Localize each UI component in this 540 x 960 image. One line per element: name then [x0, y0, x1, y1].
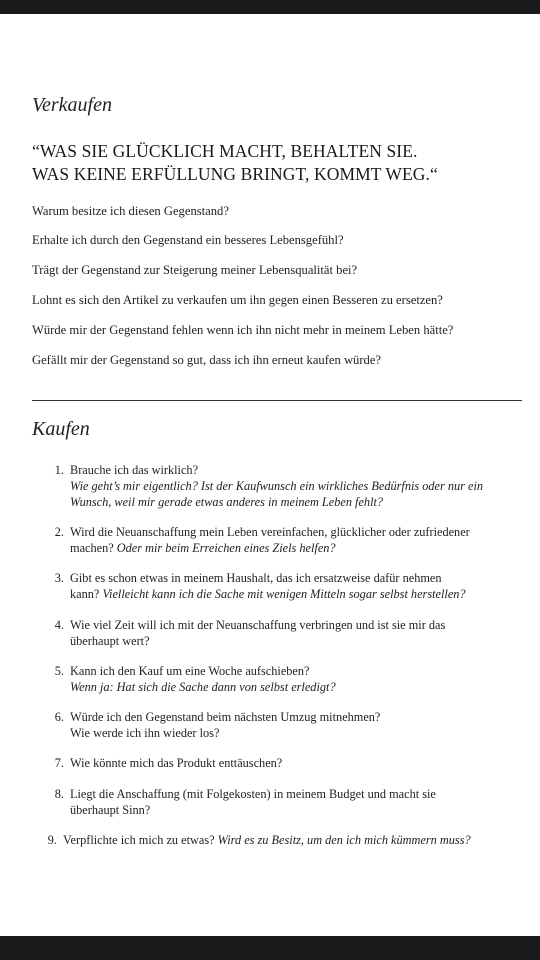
item-number: 5.	[54, 664, 64, 678]
quote-line-2: WAS KEINE ERFÜLLUNG BRINGT, KOMMT WEG.“	[32, 164, 438, 184]
heading-verkaufen: Verkaufen	[32, 94, 112, 116]
item-line-italic: Oder mir beim Erreichen eines Ziels helfen?	[116, 541, 336, 555]
bottom-black-bar	[0, 936, 540, 960]
item-number: 6.	[54, 710, 64, 724]
item-line: überhaupt Sinn?	[70, 803, 151, 817]
sell-question-4: Lohnt es sich den Artikel zu verkaufen um ihn gegen einen Besseren zu ersetzen?	[32, 293, 443, 307]
quote-line-1: “WAS SIE GLÜCKLICH MACHT, BEHALTEN SIE.	[32, 141, 418, 161]
item-line: Wie viel Zeit will ich mit der Neuanschaffung verbringen und ist sie mir das	[70, 618, 446, 632]
item-line: Brauche ich das wirklich?	[70, 463, 199, 477]
heading-kaufen: Kaufen	[32, 418, 90, 440]
item-line: Gibt es schon etwas in meinem Haushalt, das ich ersatzweise dafür nehmen	[70, 571, 442, 585]
sell-question-2: Erhalte ich durch den Gegenstand ein besseres Lebensgefühl?	[32, 233, 344, 247]
sell-question-5: Würde mir der Gegenstand fehlen wenn ich ihn nicht mehr in meinem Leben hätte?	[32, 323, 454, 337]
item-number: 8.	[54, 787, 64, 801]
item-number: 7.	[54, 756, 64, 770]
item-number: 3.	[54, 571, 64, 585]
item-number: 1.	[54, 463, 64, 477]
item-line: Kann ich den Kauf um eine Woche aufschieben?	[70, 664, 310, 678]
item-line: Liegt die Anschaffung (mit Folgekosten) in meinem Budget und macht sie	[70, 787, 436, 801]
item-number: 2.	[54, 525, 64, 539]
sell-question-6: Gefällt mir der Gegenstand so gut, dass ich ihn erneut kaufen würde?	[32, 353, 382, 367]
sell-question-1: Warum besitze ich diesen Gegenstand?	[32, 204, 229, 218]
top-black-bar	[0, 0, 540, 14]
item-number: 4.	[54, 618, 64, 632]
item-line: Wird die Neuanschaffung mein Leben vereinfachen, glücklicher oder zufriedener	[70, 525, 470, 539]
divider-line	[32, 400, 522, 401]
item-line-italic: Vielleicht kann ich die Sache mit wenigen Mitteln sogar selbst herstellen?	[102, 587, 466, 601]
item-line-part: machen?	[70, 541, 117, 555]
item-line: überhaupt wert?	[70, 634, 150, 648]
item-line-part: Verpflichte ich mich zu etwas?	[63, 833, 218, 847]
item-line-italic: Wunsch, weil mir gerade etwas anderes in meinem Leben fehlt?	[70, 495, 384, 509]
item-line-italic: Wie geht’s mir eigentlich? Ist der Kaufwunsch ein wirkliches Bedürfnis oder nur ein	[70, 479, 484, 493]
item-line: Wie könnte mich das Produkt enttäuschen?	[70, 756, 283, 770]
sell-question-3: Trägt der Gegenstand zur Steigerung meiner Lebensqualität bei?	[32, 263, 358, 277]
item-line: Würde ich den Gegenstand beim nächsten Umzug mitnehmen?	[70, 710, 381, 724]
quote	[32, 140, 522, 186]
item-line-part: kann?	[70, 587, 103, 601]
item-number: 9.	[47, 833, 57, 847]
item-line-italic: Wenn ja: Hat sich die Sache dann von selbst erledigt?	[70, 680, 336, 694]
item-line-italic: Wird es zu Besitz, um den ich mich kümmern muss?	[217, 833, 471, 847]
item-line: Wie werde ich ihn wieder los?	[70, 726, 220, 740]
